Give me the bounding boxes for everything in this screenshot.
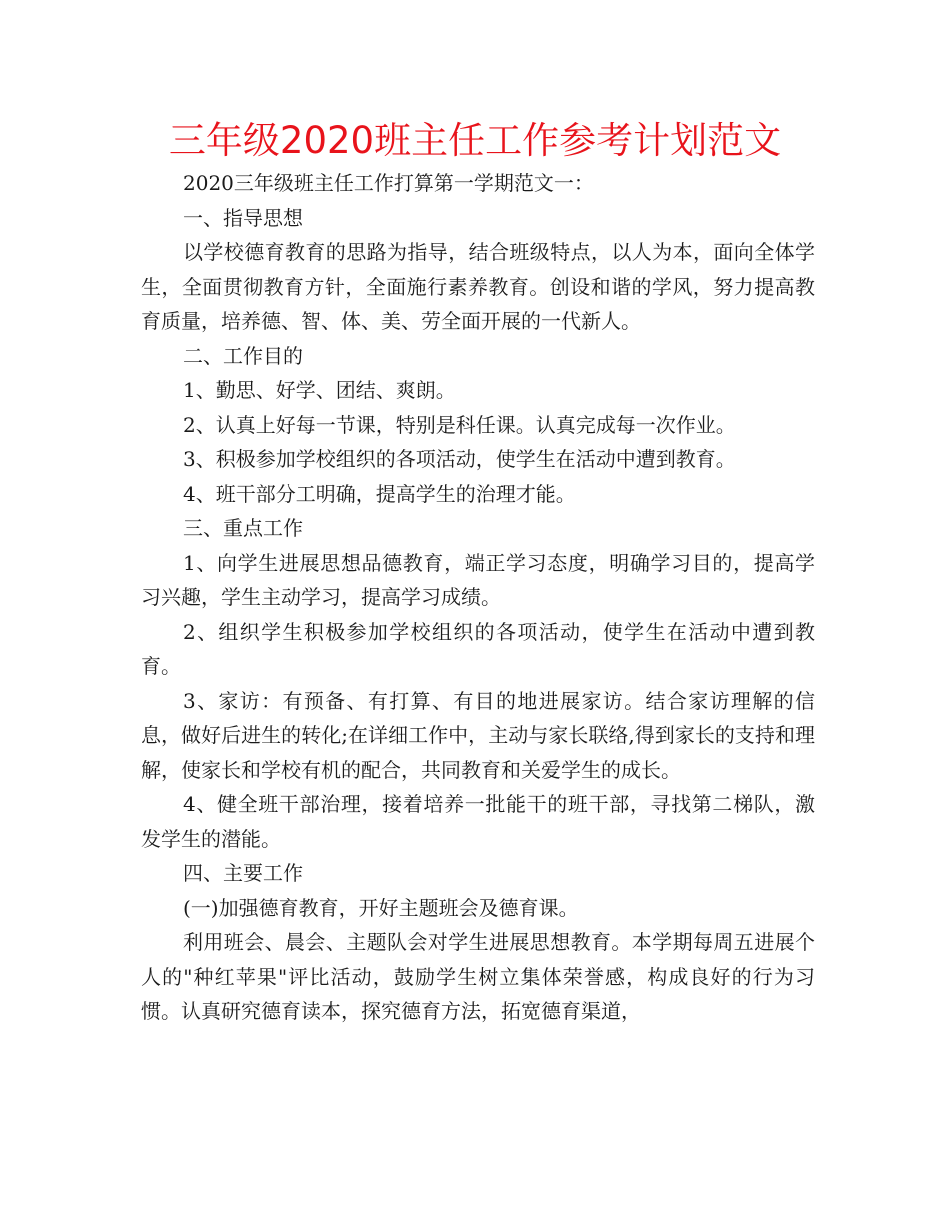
list-item-key-1: 1、向学生进展思想品德教育，端正学习态度，明确学习目的，提高学习兴趣，学生主动学习，提高学习成绩。 [141, 550, 815, 609]
list-item-key-2: 2、组织学生积极参加学校组织的各项活动，使学生在活动中遭到教育。 [141, 619, 815, 678]
heading-key-work: 三、重点工作 [183, 516, 303, 540]
list-item-goal-4: 4、班干部分工明确，提高学生的治理才能。 [183, 481, 576, 506]
paragraph-guiding-thought: 以学校德育教育的思路为指导，结合班级特点，以人为本，面向全体学生，全面贯彻教育方针，全面施行素养教育。创设和谐的学风，努力提高教育质量，培养德、智、体、美、劳全面开展的一代新人。 [141, 240, 815, 333]
list-item-goal-2: 2、认真上好每一节课，特别是科任课。认真完成每一次作业。 [183, 412, 736, 437]
paragraph-intro: 2020三年级班主任工作打算第一学期范文一： [183, 171, 594, 195]
document-body [141, 166, 815, 1029]
subheading-moral-education: (一)加强德育教育，开好主题班会及德育课。 [183, 895, 579, 920]
list-item-goal-3: 3、积极参加学校组织的各项活动，使学生在活动中遭到教育。 [183, 447, 736, 471]
list-item-key-4: 4、健全班干部治理，接着培养一批能干的班干部，寻找第二梯队，激发学生的潜能。 [141, 792, 815, 851]
paragraph-moral-education: 利用班会、晨会、主题队会对学生进展思想教育。本学期每周五进展个人的"种红苹果"评比活动，鼓励学生树立集体荣誉感，构成良好的行为习惯。认真研究德育读本，探究德育方法，拓宽德育渠道， [141, 930, 815, 1023]
heading-work-goals: 二、工作目的 [183, 343, 303, 368]
heading-main-work: 四、主要工作 [183, 861, 303, 885]
heading-guiding-thought: 一、指导思想 [183, 205, 303, 230]
list-item-goal-1: 1、勤思、好学、团结、爽朗。 [183, 378, 456, 402]
list-item-key-3: 3、家访：有预备、有打算、有目的地进展家访。结合家访理解的信息，做好后进生的转化;在详细工作中，主动与家长联络,得到家长的支持和理解，使家长和学校有机的配合，共同教育和关爱学生的成长。 [141, 688, 815, 782]
document-title: 三年级2020班主任工作参考计划范文 [168, 119, 782, 162]
